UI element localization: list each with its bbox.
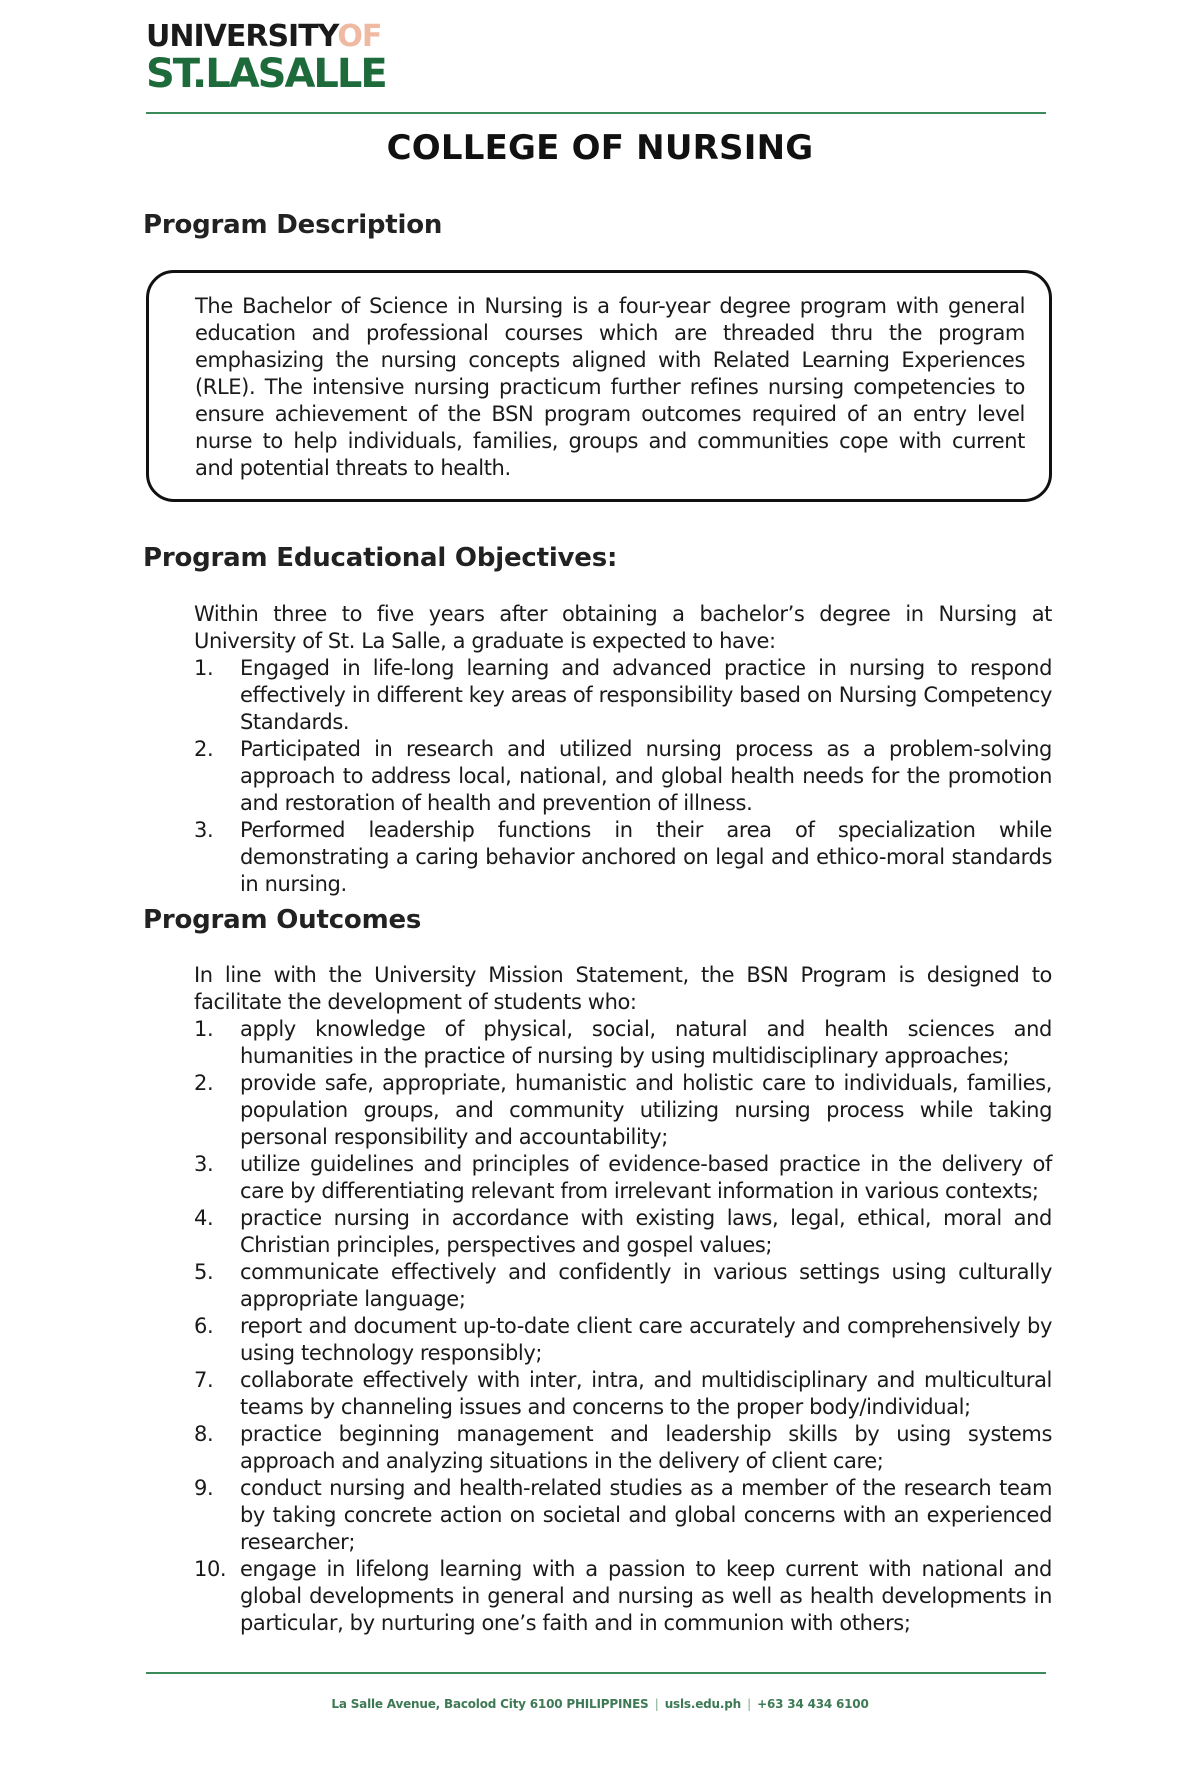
list-item xyxy=(194,655,1052,736)
logo-word-of: OF xyxy=(337,19,382,54)
list-item xyxy=(194,1475,1052,1556)
list-item-text: apply knowledge of physical, social, natural and health sciences and humanities in the practice of nursing by using multidisciplinary approaches; xyxy=(240,1017,1052,1068)
footer-website-link[interactable]: usls.edu.ph xyxy=(664,1697,741,1711)
list-item-number: 1. xyxy=(194,1017,214,1041)
list-item xyxy=(194,1367,1052,1421)
list-item-number: 10. xyxy=(194,1557,227,1581)
list-item-text: provide safe, appropriate, humanistic and holistic care to individuals, families, population groups, and community utilizing nursing process while taking personal responsibility and accountability; xyxy=(240,1071,1052,1149)
objectives-list xyxy=(194,655,1052,898)
footer-separator: | xyxy=(654,1697,659,1711)
page-footer xyxy=(0,1697,1200,1711)
header-divider xyxy=(146,112,1046,114)
footer-separator: | xyxy=(746,1697,752,1711)
list-item-text: Engaged in life-long learning and advanced practice in nursing to respond effectively in different key areas of responsibility based on Nursing Competency Standards. xyxy=(240,656,1052,734)
list-item xyxy=(194,1151,1052,1205)
logo-word-university: UNIVERSITY xyxy=(146,19,338,54)
objectives-section xyxy=(194,601,1052,898)
program-description-heading: Program Description xyxy=(143,210,443,240)
list-item-number: 3. xyxy=(194,818,214,842)
list-item xyxy=(194,736,1052,817)
list-item-number: 5. xyxy=(194,1260,214,1284)
list-item xyxy=(194,1313,1052,1367)
list-item-text: collaborate effectively with inter, intra, and multidisciplinary and multicultural teams by channeling issues and concerns to the proper body/individual; xyxy=(240,1368,1052,1419)
logo-line-st-lasalle: ST.LASALLE xyxy=(146,51,386,97)
outcomes-heading: Program Outcomes xyxy=(143,905,422,935)
list-item-text: practice nursing in accordance with existing laws, legal, ethical, moral and Christian principles, perspectives and gospel values; xyxy=(240,1206,1052,1257)
list-item-number: 1. xyxy=(194,656,214,680)
footer-divider xyxy=(146,1672,1046,1674)
list-item xyxy=(194,1259,1052,1313)
list-item-number: 9. xyxy=(194,1476,214,1500)
list-item-text: practice beginning management and leadership skills by using systems approach and analyzing situations in the delivery of client care; xyxy=(240,1422,1052,1473)
list-item xyxy=(194,1421,1052,1475)
list-item-number: 6. xyxy=(194,1314,214,1338)
objectives-heading: Program Educational Objectives: xyxy=(143,543,618,573)
logo-line-university xyxy=(146,19,386,54)
list-item xyxy=(194,817,1052,898)
list-item xyxy=(194,1556,1052,1637)
list-item-number: 2. xyxy=(194,737,214,761)
footer-address: La Salle Avenue, Bacolod City 6100 PHILIPPINES xyxy=(331,1697,649,1711)
list-item-number: 8. xyxy=(194,1422,214,1446)
list-item-number: 4. xyxy=(194,1206,214,1230)
list-item-number: 7. xyxy=(194,1368,214,1392)
list-item xyxy=(194,1070,1052,1151)
list-item xyxy=(194,1205,1052,1259)
list-item-text: utilize guidelines and principles of evidence-based practice in the delivery of care by differentiating relevant from irrelevant information in various contexts; xyxy=(240,1152,1052,1203)
university-logo xyxy=(146,19,386,97)
list-item-text: engage in lifelong learning with a passion to keep current with national and global developments in general and nursing as well as health developments in particular, by nurturing one’s faith and in communion with others; xyxy=(240,1557,1052,1635)
program-description-box xyxy=(146,270,1052,502)
list-item-text: communicate effectively and confidently in various settings using culturally appropriate language; xyxy=(240,1260,1052,1311)
footer-phone: +63 34 434 6100 xyxy=(757,1697,869,1711)
list-item-text: Performed leadership functions in their area of specialization while demonstrating a caring behavior anchored on legal and ethico-moral standards in nursing. xyxy=(240,818,1052,896)
page-title: COLLEGE OF NURSING xyxy=(386,128,814,168)
program-description-text: The Bachelor of Science in Nursing is a four-year degree program with general education and professional courses which are threaded thru the program emphasizing the nursing concepts aligned with Related Learning Experiences (RLE). The intensive nursing practicum further refines nursing competencies to ensure achievement of the BSN program outcomes required of an entry level nurse to help individuals, families, groups and communities cope with current and potential threats to health. xyxy=(195,294,1025,480)
outcomes-intro: In line with the University Mission Statement, the BSN Program is designed to facilitate the development of students who: xyxy=(194,963,1052,1014)
list-item-text: conduct nursing and health-related studies as a member of the research team by taking concrete action on societal and global concerns with an experienced researcher; xyxy=(240,1476,1052,1554)
list-item-number: 2. xyxy=(194,1071,214,1095)
list-item-number: 3. xyxy=(194,1152,214,1176)
outcomes-section xyxy=(194,962,1052,1637)
list-item xyxy=(194,1016,1052,1070)
outcomes-list xyxy=(194,1016,1052,1637)
list-item-text: report and document up-to-date client care accurately and comprehensively by using technology responsibly; xyxy=(240,1314,1052,1365)
list-item-text: Participated in research and utilized nursing process as a problem-solving approach to address local, national, and global health needs for the promotion and restoration of health and prevention of illness. xyxy=(240,737,1052,815)
objectives-intro: Within three to five years after obtaining a bachelor’s degree in Nursing at University of St. La Salle, a graduate is expected to have: xyxy=(194,602,1052,653)
